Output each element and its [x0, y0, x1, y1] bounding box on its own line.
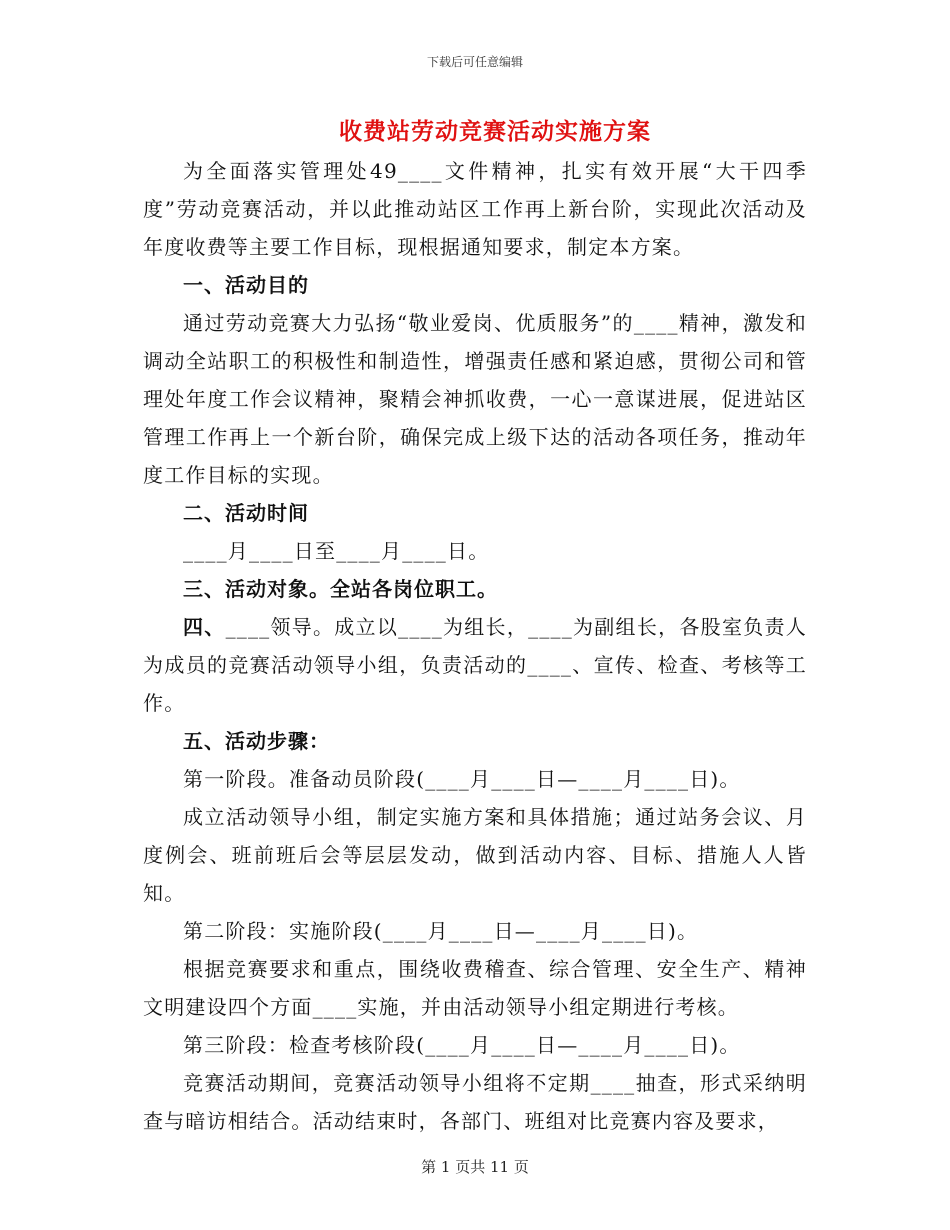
stage-two-paragraph: 根据竞赛要求和重点，围绕收费稽查、综合管理、安全生产、精神文明建设四个方面____实施，并由活动领导小组定期进行考核。 — [143, 957, 807, 1019]
time-paragraph: ____月____日至____月____日。 — [183, 539, 490, 563]
stage-one-title: 第一阶段。准备动员阶段(____月____日—____月____日)。 — [183, 767, 741, 791]
leadership-paragraph: 四、____领导。成立以____为组长，____为副组长，各股室负责人为成员的竞赛活动领导小组，负责活动的____、宣传、检查、考核等工作。 — [143, 615, 807, 715]
intro-paragraph: 为全面落实管理处49____文件精神，扎实有效开展“大干四季度”劳动竞赛活动，并以此推动站区工作再上新台阶，实现此次活动及年度收费等主要工作目标，现根据通知要求，制定本方案。 — [143, 159, 807, 259]
page-footer: 第 1 页共 11 页 — [421, 1158, 529, 1176]
stage-two-title: 第二阶段：实施阶段(____月____日—____月____日)。 — [183, 919, 699, 943]
header-note: 下载后可任意编辑 — [426, 55, 523, 69]
document-title: 收费站劳动竞赛活动实施方案 — [339, 118, 651, 145]
section-heading-purpose: 一、活动目的 — [183, 273, 309, 297]
purpose-paragraph: 通过劳动竞赛大力弘扬“敬业爱岗、优质服务”的____精神，激发和调动全站职工的积极性和制造性，增强责任感和紧迫感，贯彻公司和管理处年度工作会议精神，聚精会神抓收费，一心一意谋进展，促进站区管理工作再上一个新台阶，确保完成上级下达的活动各项任务，推动年度工作目标的实现。 — [143, 311, 807, 487]
section-heading-target: 三、活动对象。全站各岗位职工。 — [183, 577, 498, 601]
section-heading-time: 二、活动时间 — [183, 501, 309, 525]
stage-three-title: 第三阶段：检查考核阶段(____月____日—____月____日)。 — [183, 1033, 741, 1057]
document-body — [143, 152, 807, 1140]
stage-three-paragraph: 竞赛活动期间，竞赛活动领导小组将不定期____抽查，形式采纳明查与暗访相结合。活动结束时，各部门、班组对比竞赛内容及要求， — [143, 1071, 807, 1133]
section-heading-steps: 五、活动步骤： — [183, 729, 330, 753]
leadership-label: 四、 — [183, 615, 226, 639]
stage-one-paragraph: 成立活动领导小组，制定实施方案和具体措施；通过站务会议、月度例会、班前班后会等层层发动，做到活动内容、目标、措施人人皆知。 — [143, 805, 807, 905]
